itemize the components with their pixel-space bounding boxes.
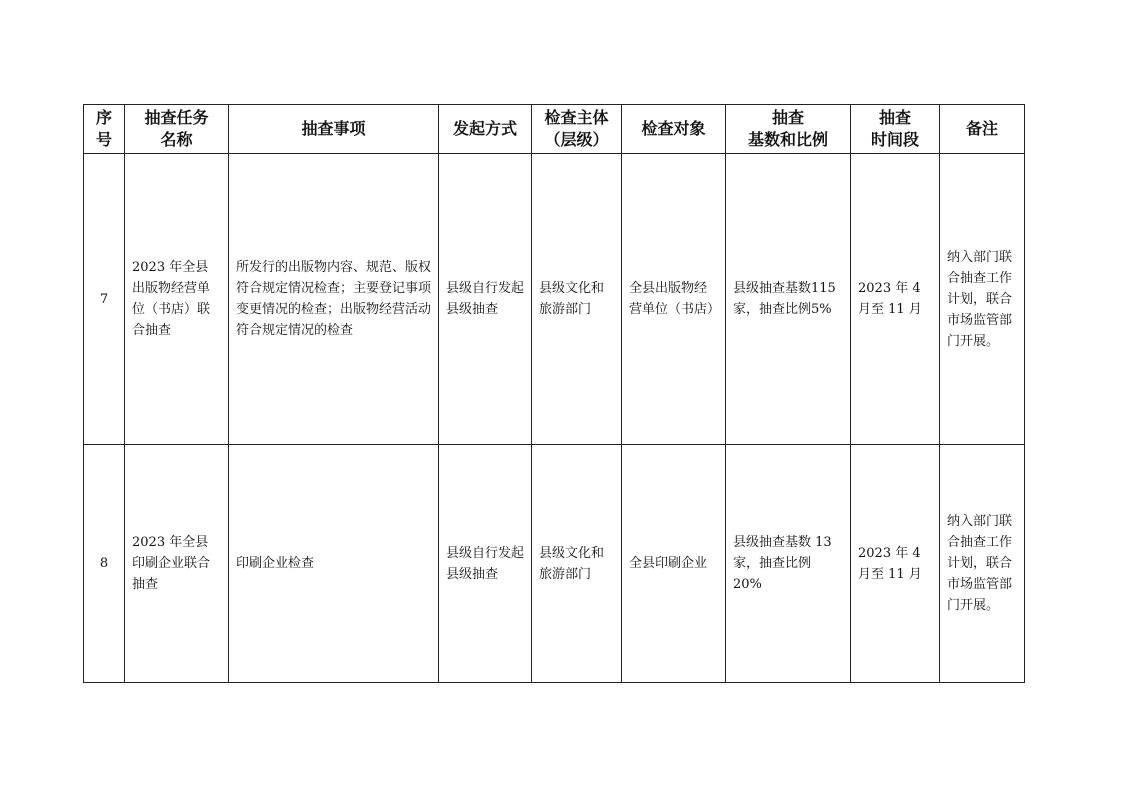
row-remark: 纳入部门联合抽查工作计划，联合市场监管部门开展。 [940,445,1025,683]
row-task-name: 2023 年全县印刷企业联合抽查 [125,445,229,683]
row-method: 县级自行发起县级抽查 [439,445,532,683]
header-items: 抽查事项 [229,105,439,154]
row-index: 8 [84,445,125,683]
inspection-plan-table [83,104,1025,683]
row-period: 2023 年 4 月至 11 月 [851,154,940,445]
header-index: 序 号 [84,105,125,154]
row-base-ratio: 县级抽查基数 13 家，抽查比例 20% [726,445,851,683]
row-task-name: 2023 年全县出版物经营单位（书店）联合抽查 [125,154,229,445]
header-target: 检查对象 [622,105,726,154]
header-base-ratio: 抽查 基数和比例 [726,105,851,154]
row-subject: 县级文化和旅游部门 [532,445,622,683]
header-remark: 备注 [940,105,1025,154]
row-index: 7 [84,154,125,445]
table-row [84,445,1025,683]
header-subject: 检查主体 （层级） [532,105,622,154]
row-remark: 纳入部门联合抽查工作计划，联合市场监管部门开展。 [940,154,1025,445]
row-subject: 县级文化和旅游部门 [532,154,622,445]
row-target: 全县出版物经营单位（书店） [622,154,726,445]
row-target: 全县印刷企业 [622,445,726,683]
table-header-row [84,105,1025,154]
row-items: 所发行的出版物内容、规范、版权符合规定情况检查；主要登记事项变更情况的检查；出版物经营活动符合规定情况的检查 [229,154,439,445]
row-items: 印刷企业检查 [229,445,439,683]
row-base-ratio: 县级抽查基数115家，抽查比例5% [726,154,851,445]
header-task-name: 抽查任务 名称 [125,105,229,154]
row-method: 县级自行发起县级抽查 [439,154,532,445]
header-method: 发起方式 [439,105,532,154]
row-period: 2023 年 4 月至 11 月 [851,445,940,683]
table-row [84,154,1025,445]
header-period: 抽查 时间段 [851,105,940,154]
